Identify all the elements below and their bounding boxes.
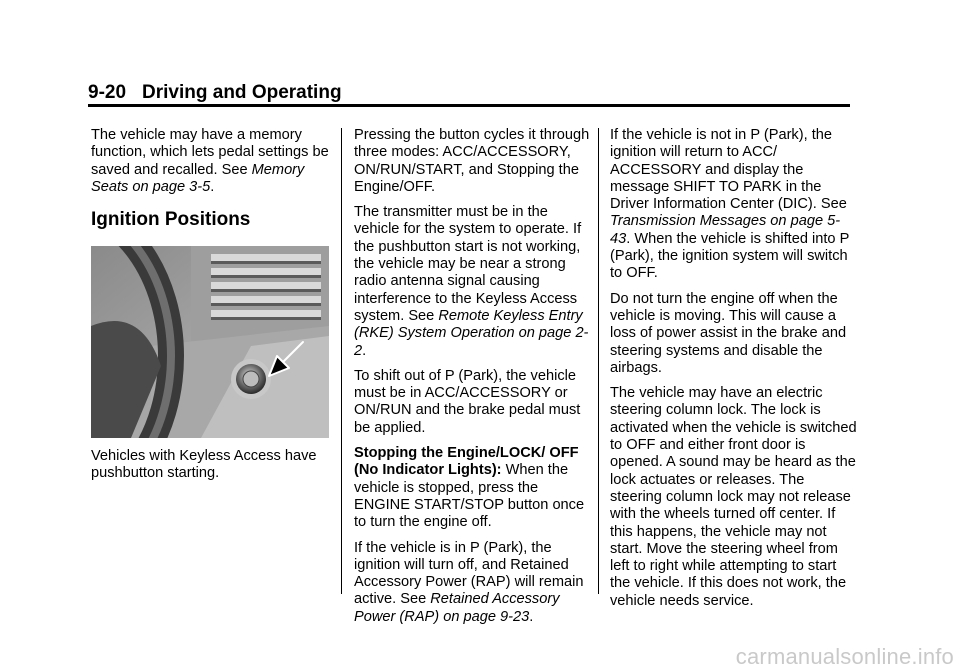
steering-lock-paragraph: The vehicle may have an electric steering column lock. The lock is activated when the vehicle is switched to OFF and either front door is opened. A sound may be heard as the lock actuates or releases. The steering column lock may not release with the wheels turned off center. If this happens, the vehicle may not start. Move the steering wheel from left to right while attempting to start the vehicle. If this does not work, the vehicle needs service. [610, 385, 857, 609]
transmitter-paragraph: The transmitter must be in the vehicle for the system to operate. If the pushbutton start is not working, the vehicle may be near a strong radio antenna signal causing interference to the Keyless Access system. See Remote Keyless Entry (RKE) System Operation on page 2-2. [354, 204, 589, 359]
ignition-photo-illustration [91, 246, 329, 438]
memory-seats-link[interactable]: Memory Seats on page 3-5 [91, 161, 305, 195]
memory-paragraph: The vehicle may have a memory function, which lets pedal settings be saved and recalled. See Memory Seats on page 3-5. [91, 127, 329, 195]
stopping-paragraph: Stopping the Engine/LOCK/ OFF (No Indicator Lights): When the vehicle is stopped, press the ENGINE START/STOP button once to turn the engine off. [354, 445, 585, 531]
column-1 [91, 127, 336, 491]
section-title: Ignition Positions [91, 209, 251, 231]
ignition-button-photo [91, 246, 329, 438]
rap-paragraph: If the vehicle is in P (Park), the ignition will turn off, and Retained Accessory Power (RAP) will remain active. See Retained Accessory Power (RAP) on page 9-23. [354, 539, 584, 625]
column-divider-1 [341, 128, 342, 594]
column-2 [354, 127, 592, 634]
page-header [88, 80, 850, 106]
header-text [88, 82, 342, 103]
header-rule [88, 104, 850, 107]
watermark: carmanualsonline.info [735, 644, 954, 669]
section-name: Driving and Operating [142, 82, 342, 103]
column-3 [610, 127, 860, 618]
rke-link[interactable]: Remote Keyless Entry (RKE) System Operation on page 2-2 [354, 307, 589, 359]
photo-caption: Vehicles with Keyless Access have pushbutton starting. [91, 448, 317, 482]
modes-paragraph: Pressing the button cycles it through three modes: ACC/ACCESSORY, ON/RUN/START, and Stopping the Engine/OFF. [354, 127, 590, 195]
moving-warning-paragraph: Do not turn the engine off when the vehicle is moving. This will cause a loss of power assist in the brake and steering systems and disable the airbags. [610, 290, 847, 376]
not-in-park-paragraph: If the vehicle is not in P (Park), the ignition will return to ACC/ ACCESSORY and display the message SHIFT TO PARK in the Driver Information Center (DIC). See Transmission Messages on page 5-43. When the vehicle is shifted into P (Park), the ignition system will switch to OFF. [610, 127, 850, 282]
column-divider-2 [598, 128, 599, 594]
rap-link[interactable]: Retained Accessory Power (RAP) on page 9-23 [354, 591, 560, 625]
transmission-messages-link[interactable]: Transmission Messages on page 5-43 [610, 213, 841, 247]
page-number: 9-20 [88, 82, 127, 103]
stopping-heading: Stopping the Engine/LOCK/ OFF (No Indicator Lights): [354, 445, 579, 479]
shift-paragraph: To shift out of P (Park), the vehicle must be in ACC/ACCESSORY or ON/RUN and the brake pedal must be applied. [354, 367, 581, 436]
